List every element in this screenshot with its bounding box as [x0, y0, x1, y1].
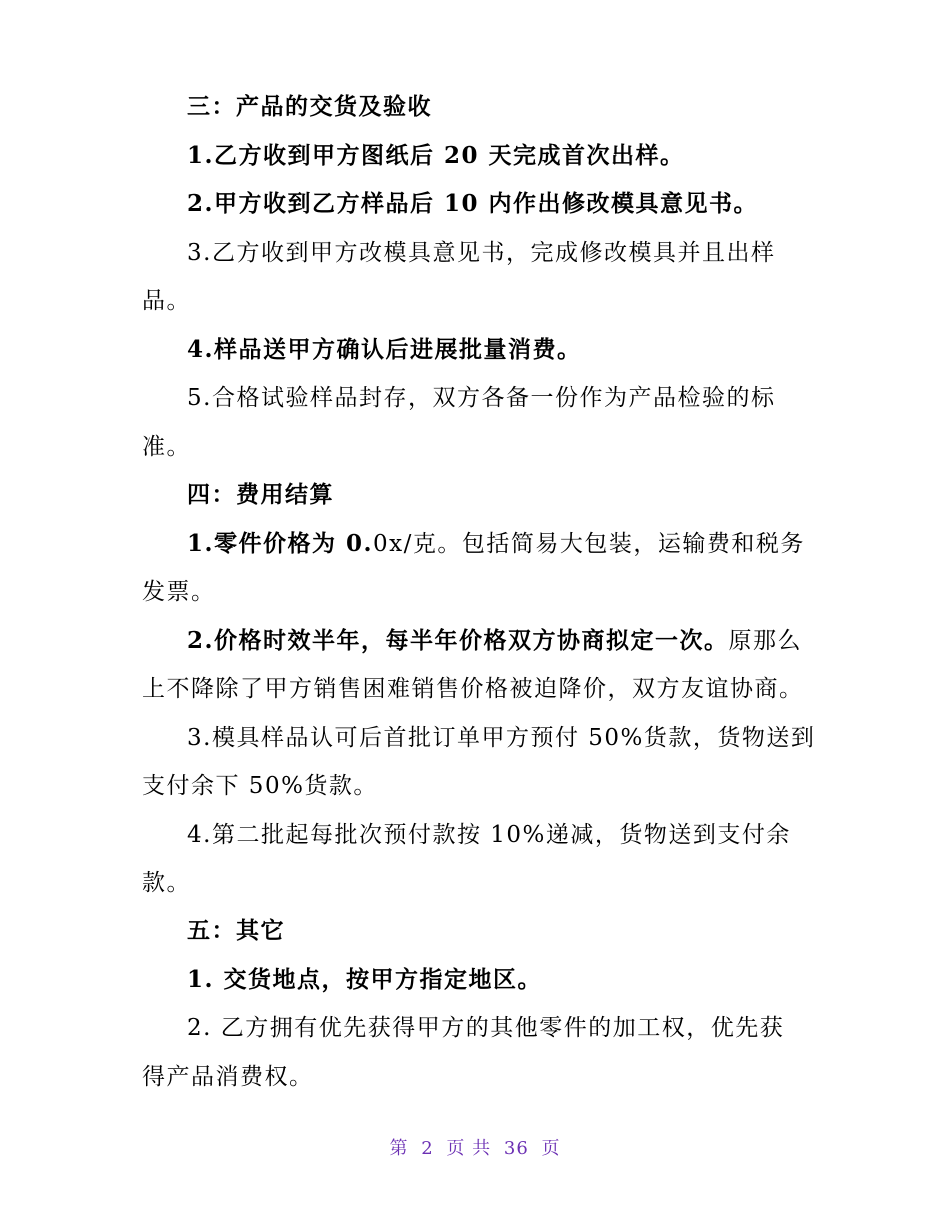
delivery-item-5-line1: 5.合格试验样品封存，双方各备一份作为产品检验的标 — [187, 385, 776, 411]
delivery-item-2: 2.甲方收到乙方样品后 10 内作出修改模具意见书。 — [187, 190, 759, 217]
delivery-item-1: 1.乙方收到甲方图纸后 20 天完成首次出样。 — [187, 142, 685, 169]
settlement-item-2-bold: 2.价格时效半年，每半年价格双方协商拟定一次。 — [187, 627, 729, 654]
other-item-2-line2: 得产品消费权。 — [142, 1064, 314, 1090]
delivery-item-4: 4.样品送甲方确认后进展批量消费。 — [187, 336, 582, 363]
settlement-item-2-rest: 原那么 — [728, 628, 803, 654]
footer-total-pages: 36 — [503, 1138, 529, 1159]
delivery-item-3-line1: 3.乙方收到甲方改模具意见书，完成修改模具并且出样 — [187, 240, 776, 266]
footer-middle: 页 共 — [446, 1138, 492, 1159]
settlement-item-1-bold: 1.零件价格为 0. — [187, 530, 374, 557]
settlement-item-3-line1: 3.模具样品认可后首批订单甲方预付 50%货款，货物送到 — [187, 725, 816, 751]
other-item-2-line1: 2. 乙方拥有优先获得甲方的其他零件的加工权，优先获 — [187, 1015, 785, 1041]
section-heading-delivery: 三：产品的交货及验收 — [187, 93, 432, 120]
settlement-item-4-line2: 款。 — [142, 870, 191, 896]
settlement-item-2-line2: 上不降除了甲方销售困难销售价格被迫降价，双方友谊协商。 — [142, 676, 804, 702]
page-footer — [0, 1134, 950, 1160]
footer-suffix: 页 — [541, 1138, 561, 1159]
section-heading-settlement: 四：费用结算 — [187, 481, 334, 508]
settlement-item-4-line1: 4.第二批起每批次预付款按 10%递减，货物送到支付余 — [187, 822, 791, 848]
section-heading-other: 五：其它 — [187, 917, 285, 944]
settlement-item-1-line2: 发票。 — [142, 579, 216, 605]
footer-page-number: 2 — [421, 1138, 434, 1159]
settlement-item-1-line1 — [187, 529, 867, 559]
settlement-item-3-line2: 支付余下 50%货款。 — [142, 773, 378, 799]
delivery-item-3-line2: 品。 — [142, 288, 191, 314]
settlement-item-1-rest: 0x/克。包括简易大包装，运输费和税务 — [373, 531, 805, 557]
settlement-item-2-line1 — [187, 626, 867, 656]
delivery-item-5-line2: 准。 — [142, 434, 191, 460]
footer-prefix: 第 — [389, 1138, 409, 1159]
other-item-1: 1. 交货地点，按甲方指定地区。 — [187, 966, 543, 993]
